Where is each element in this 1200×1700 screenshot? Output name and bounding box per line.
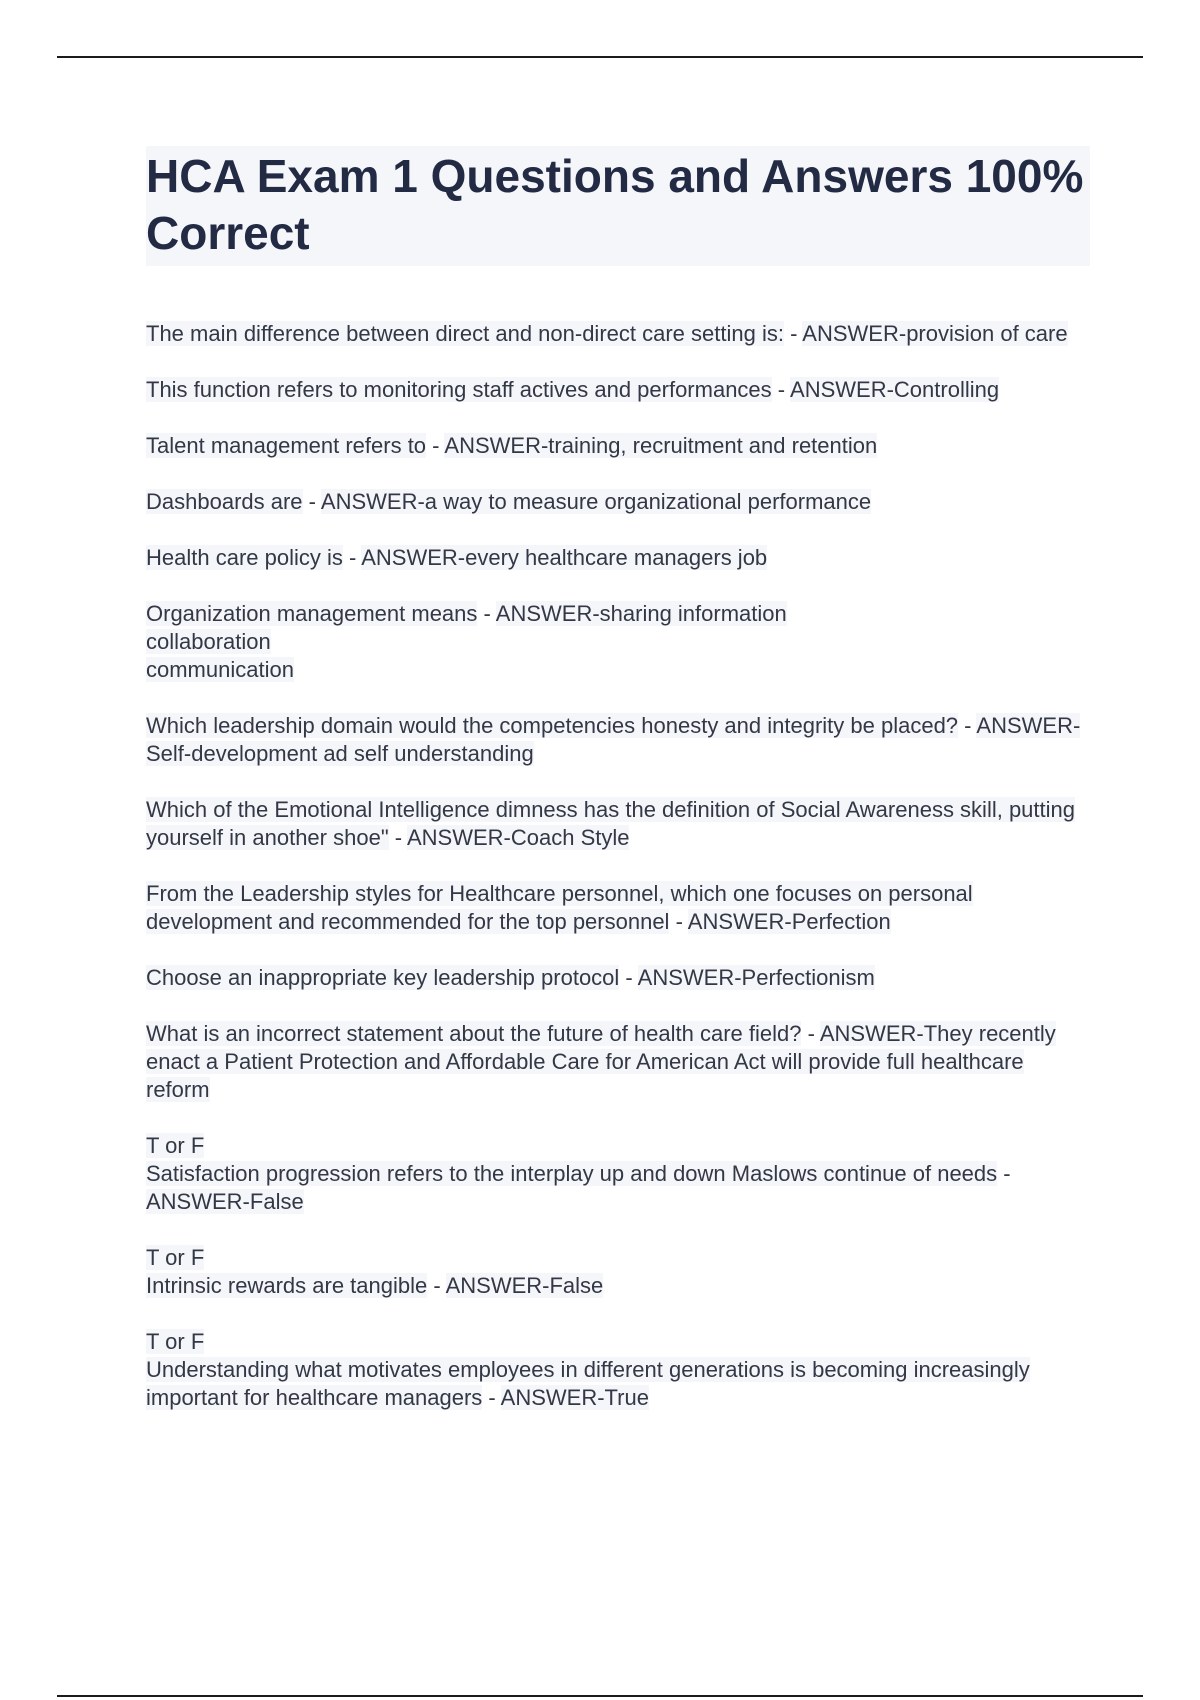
question-text: Dashboards are xyxy=(146,489,303,514)
qa-item: Organization management means - ANSWER-sharing information collaboration communication xyxy=(146,601,787,682)
qa-item: Which leadership domain would the competencies honesty and integrity be placed? - ANSWER-Self-development ad self understanding xyxy=(146,713,1081,766)
qa-item: From the Leadership styles for Healthcare personnel, which one focuses on personal development and recommended for the top personnel - ANSWER-Perfection xyxy=(146,881,973,934)
question-text: Which of the Emotional Intelligence dimness has the definition of Social Awareness skill, putting yourself in another shoe" xyxy=(146,797,1075,850)
qa-list xyxy=(146,320,1090,1412)
answer-text: Controlling xyxy=(893,377,1000,402)
answer-prefix: ANSWER- xyxy=(790,377,894,402)
qa-item: The main difference between direct and non-direct care setting is: - ANSWER-provision of care xyxy=(146,321,1068,346)
answer-text: Perfectionism xyxy=(741,965,875,990)
answer-text: True xyxy=(604,1385,649,1410)
answer-prefix: ANSWER- xyxy=(361,545,466,570)
answer-prefix: ANSWER- xyxy=(495,601,600,626)
document-title: HCA Exam 1 Questions and Answers 100% Correct xyxy=(146,150,1084,259)
answer-prefix: ANSWER- xyxy=(500,1385,605,1410)
answer-prefix: ANSWER- xyxy=(406,825,511,850)
question-text: The main difference between direct and non-direct care setting is: xyxy=(146,321,784,346)
answer-text: sharing information collaboration communication xyxy=(146,601,787,682)
question-text: Talent management refers to xyxy=(146,433,427,458)
question-text: Choose an inappropriate key leadership protocol xyxy=(146,965,620,990)
question-text: From the Leadership styles for Healthcare personnel, which one focuses on personal development and recommended for the top personnel xyxy=(146,881,973,934)
answer-prefix: ANSWER- xyxy=(445,1273,550,1298)
qa-item: T or F Satisfaction progression refers to the interplay up and down Maslows continue of needs - ANSWER-False xyxy=(146,1133,1011,1214)
question-text: T or F Understanding what motivates employees in different generations is becoming increasingly important for healthcare managers xyxy=(146,1329,1030,1410)
qa-item: Talent management refers to - ANSWER-training, recruitment and retention xyxy=(146,433,878,458)
answer-text: False xyxy=(549,1273,604,1298)
answer-text: They recently enact a Patient Protection and Affordable Care for American Act will provide full healthcare reform xyxy=(146,1021,1056,1102)
qa-item: T or F Understanding what motivates employees in different generations is becoming increasingly important for healthcare managers - ANSWER-True xyxy=(146,1329,1030,1410)
question-text: T or F Satisfaction progression refers to the interplay up and down Maslows continue of needs xyxy=(146,1133,998,1186)
document-body xyxy=(146,146,1090,1440)
qa-item: This function refers to monitoring staff actives and performances - ANSWER-Controlling xyxy=(146,377,1000,402)
qa-item: Which of the Emotional Intelligence dimness has the definition of Social Awareness skill, putting yourself in another shoe" - ANSWER-Coach Style xyxy=(146,797,1075,850)
answer-text: Self-development ad self understanding xyxy=(146,741,534,766)
qa-item: Dashboards are - ANSWER-a way to measure organizational performance xyxy=(146,489,872,514)
answer-text: Coach Style xyxy=(510,825,630,850)
answer-prefix: ANSWER- xyxy=(444,433,549,458)
answer-text: Perfection xyxy=(791,909,891,934)
qa-item: What is an incorrect statement about the future of health care field? - ANSWER-They recently enact a Patient Protection and Affordable Care for American Act will provide full healthcare reform xyxy=(146,1021,1056,1102)
answer-prefix: ANSWER- xyxy=(320,489,425,514)
question-text: T or F Intrinsic rewards are tangible xyxy=(146,1245,428,1298)
qa-item: T or F Intrinsic rewards are tangible - ANSWER-False xyxy=(146,1245,604,1298)
qa-item: Choose an inappropriate key leadership protocol - ANSWER-Perfectionism xyxy=(146,965,875,990)
answer-prefix: ANSWER- xyxy=(976,713,1081,738)
answer-prefix: ANSWER- xyxy=(687,909,792,934)
question-text: Which leadership domain would the competencies honesty and integrity be placed? xyxy=(146,713,959,738)
qa-item: Health care policy is - ANSWER-every healthcare managers job xyxy=(146,545,768,570)
answer-prefix: ANSWER- xyxy=(637,965,742,990)
answer-text: a way to measure organizational performance xyxy=(424,489,872,514)
question-text: Organization management means xyxy=(146,601,478,626)
answer-text: False xyxy=(249,1189,304,1214)
question-text: What is an incorrect statement about the future of health care field? xyxy=(146,1021,802,1046)
answer-text: provision of care xyxy=(906,321,1068,346)
question-text: This function refers to monitoring staff actives and performances xyxy=(146,377,772,402)
answer-text: every healthcare managers job xyxy=(465,545,768,570)
answer-prefix: ANSWER- xyxy=(802,321,907,346)
title-block xyxy=(146,146,1090,266)
answer-prefix: ANSWER- xyxy=(819,1021,924,1046)
answer-text: training, recruitment and retention xyxy=(548,433,878,458)
bottom-rule xyxy=(57,1695,1143,1697)
question-text: Health care policy is xyxy=(146,545,343,570)
answer-prefix: ANSWER- xyxy=(146,1189,250,1214)
top-rule xyxy=(57,56,1143,58)
